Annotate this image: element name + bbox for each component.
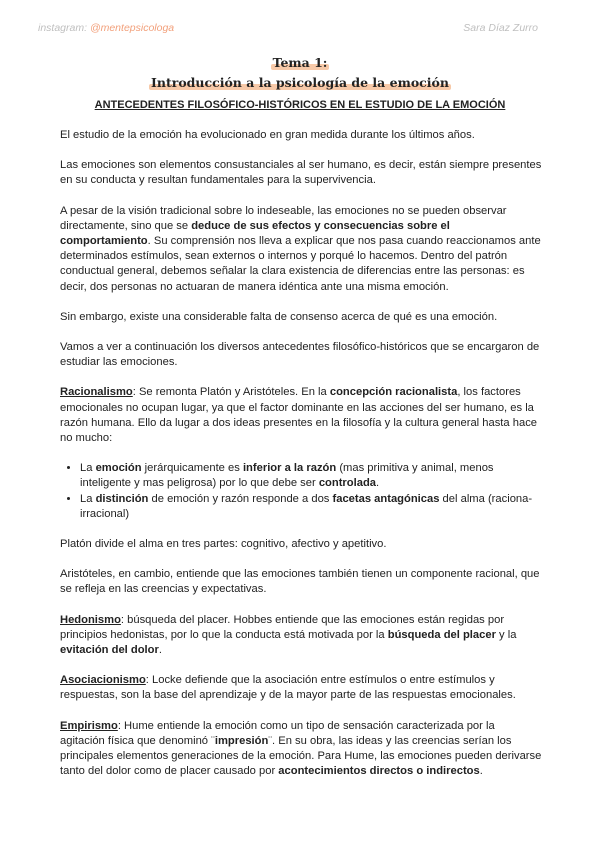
paragraph-antecedents: Vamos a ver a continuación los diversos antecedentes filosófico-históricos que se encargaron de estudiar las emociones. (60, 341, 540, 369)
term-asociacionismo: Asociacionismo (60, 674, 146, 687)
page-header (38, 22, 538, 34)
title-line-1: Tema 1: (272, 55, 328, 70)
list-item: • La emoción jerárquicamente es inferior a la razón (mas primitiva y animal, menos inteligente y mas peligrosa) por lo que debe ser controlada. (80, 461, 542, 491)
paragraph-consensus: Sin embargo, existe una considerable falta de consenso acerca de qué es una emoción. (60, 310, 498, 323)
paragraph-hedonismo: Hedonismo: búsqueda del placer. Hobbes entiende que las emociones están regidas por principios hedonistas, por lo que la conducta está motivada por la búsqueda del placer y la evitación del dolor. (60, 613, 517, 657)
paragraph-asociacionismo: Asociacionismo: Locke defiende que la asociación entre estímulos o entre estímulos y respuestas, son la base del aprendizaje y de la mayor parte de las respuestas emocionales. (60, 674, 516, 702)
document-body (60, 128, 542, 795)
term-racionalismo: Racionalismo (60, 386, 133, 399)
document-title (0, 52, 600, 91)
paragraph-empirismo: Empirismo: Hume entiende la emoción como un tipo de sensación caracterizada por la agitación física que denominó ¨impresión¨. En su obra, las ideas y las creencias serían los principales elementos generaciones de la emoción. Para Hume, las emociones pueden derivarse tanto del dolor como de placer causado por acontecimientos directos o indirectos. (60, 719, 542, 778)
term-hedonismo: Hedonismo (60, 613, 121, 626)
author-name: Sara Díaz Zurro (463, 22, 538, 34)
paragraph-observation: A pesar de la visión tradicional sobre lo indeseable, las emociones no se pueden observar directamente, sino que se deduce de sus efectos y consecuencias sobre el comportamiento. Su comprensión nos lleva a explicar que nos pasa cuando reaccionamos ante determinados estímulos, sean externos o internos y porqué lo hacemos. Dentro del patrón conductual general, debemos señalar la clara existencia de diferencias entre las personas: es decir, dos personas no actuaran de manera idéntica ante una misma emoción. (60, 204, 541, 293)
paragraph-emotions: Las emociones son elementos consustanciales al ser humano, es decir, están siempre presentes en su conducta y resultan fundamentales para la supervivencia. (60, 159, 542, 187)
instagram-handle: @mentepsicologa (89, 22, 175, 34)
section-heading: ANTECEDENTES FILOSÓFICO-HISTÓRICOS EN EL ESTUDIO DE LA EMOCIÓN (94, 99, 506, 111)
paragraph-racionalismo: Racionalismo: Se remonta Platón y Aristóteles. En la concepción racionalista, los factores emocionales no ocupan lugar, ya que el factor dominante en las acciones del ser humano, es la razón humana. Ello da lugar a dos ideas presentes en la filosofía y la cultura general hasta hace no mucho: (60, 386, 538, 445)
list-item: • La distinción de emoción y razón responde a dos facetas antagónicas del alma (raciona-irracional) (80, 492, 542, 522)
title-line-2: Introducción a la psicología de la emoción (151, 75, 449, 90)
paragraph-aristoteles: Aristóteles, en cambio, entiende que las emociones también tienen un componente racional, que se refleja en las creencias y expectativas. (60, 568, 540, 596)
paragraph-platon: Platón divide el alma en tres partes: cognitivo, afectivo y apetitivo. (60, 538, 387, 551)
instagram-credit: instagram: @mentepsicologa (38, 22, 175, 34)
term-empirismo: Empirismo (60, 719, 118, 732)
bullet-list (60, 461, 542, 522)
paragraph-intro: El estudio de la emoción ha evolucionado en gran medida durante los últimos años. (60, 129, 475, 141)
